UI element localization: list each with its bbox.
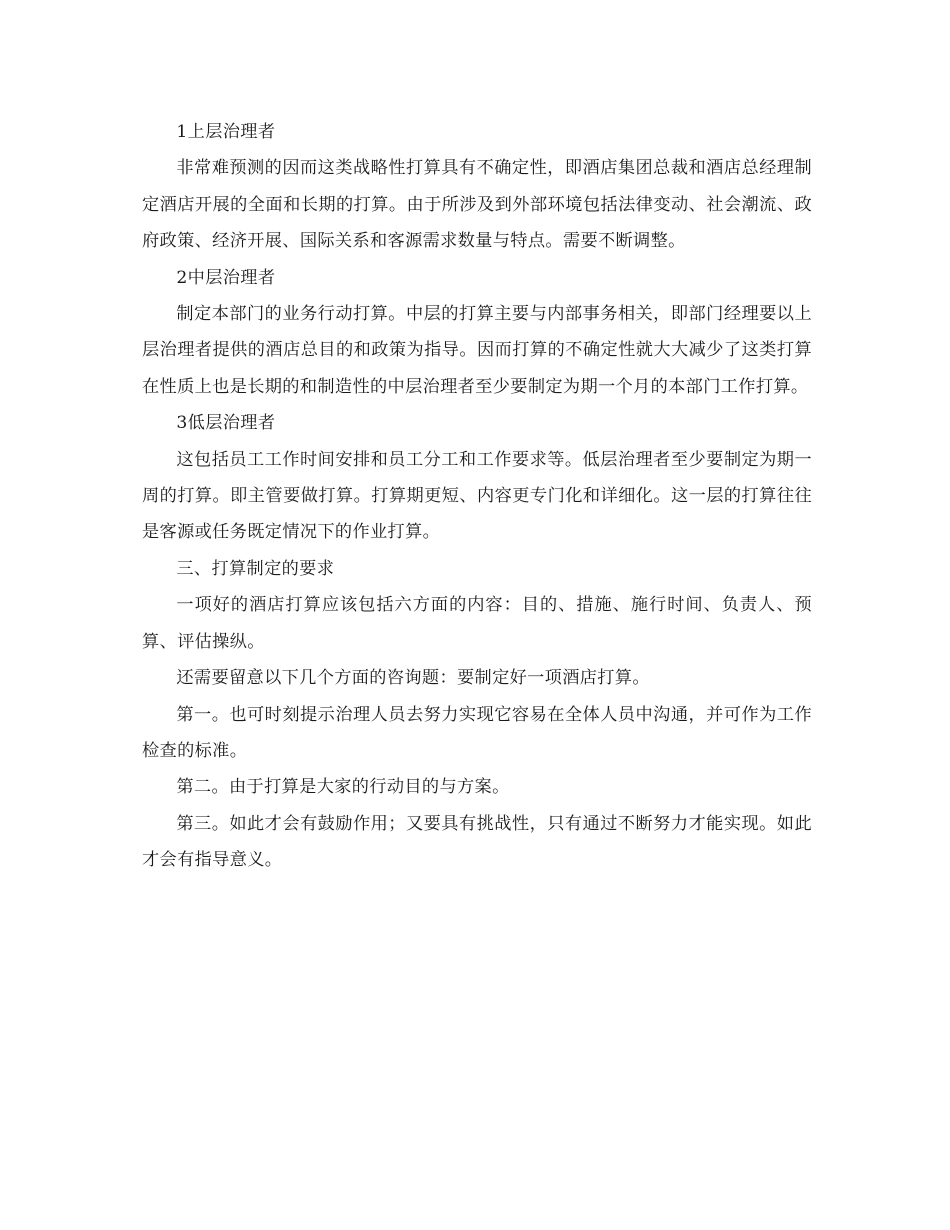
paragraph-middle-managers: 制定本部门的业务行动打算。中层的打算主要与内部事务相关，即部门经理要以上层治理者提供的酒店总目的和政策为指导。因而打算的不确定性就大大减少了这类打算在性质上也是长期的和制造性的中层治理者至少要制定为期一个月的本部门工作打算。 [142, 304, 812, 397]
heading-middle-managers: 2中层治理者 [176, 267, 276, 288]
heading-lower-managers: 3低层治理者 [176, 413, 276, 434]
paragraph-first: 第一。也可时刻提示治理人员去努力实现它容易在全体人员中沟通，并可作为工作检查的标准。 [142, 704, 812, 761]
paragraph-third: 第三。如此才会有鼓励作用；又要具有挑战性，只有通过不断努力才能实现。如此才会有指导意义。 [142, 813, 812, 871]
document-body [142, 114, 812, 879]
heading-plan-requirements: 三、打算制定的要求 [176, 558, 335, 579]
heading-upper-managers: 1上层治理者 [176, 122, 276, 142]
paragraph-lower-managers: 这包括员工工作时间安排和员工分工和工作要求等。低层治理者至少要制定为期一周的打算。即主管要做打算。打算期更短、内容更专门化和详细化。这一层的打算往往是客源或任务既定情况下的作业打算。 [142, 449, 812, 543]
paragraph-second: 第二。由于打算是大家的行动目的与方案。 [176, 777, 510, 798]
paragraph-upper-managers: 非常难预测的因而这类战略性打算具有不确定性，即酒店集团总裁和酒店总经理制定酒店开展的全面和长期的打算。由于所涉及到外部环境包括法律变动、社会潮流、政府政策、经济开展、国际关系和客源需求数量与特点。需要不断调整。 [142, 158, 812, 252]
paragraph-plan-contents: 一项好的酒店打算应该包括六方面的内容：目的、措施、施行时间、负责人、预算、评估操纵。 [142, 595, 812, 652]
paragraph-attention: 还需要留意以下几个方面的咨询题：要制定好一项酒店打算。 [176, 668, 650, 689]
